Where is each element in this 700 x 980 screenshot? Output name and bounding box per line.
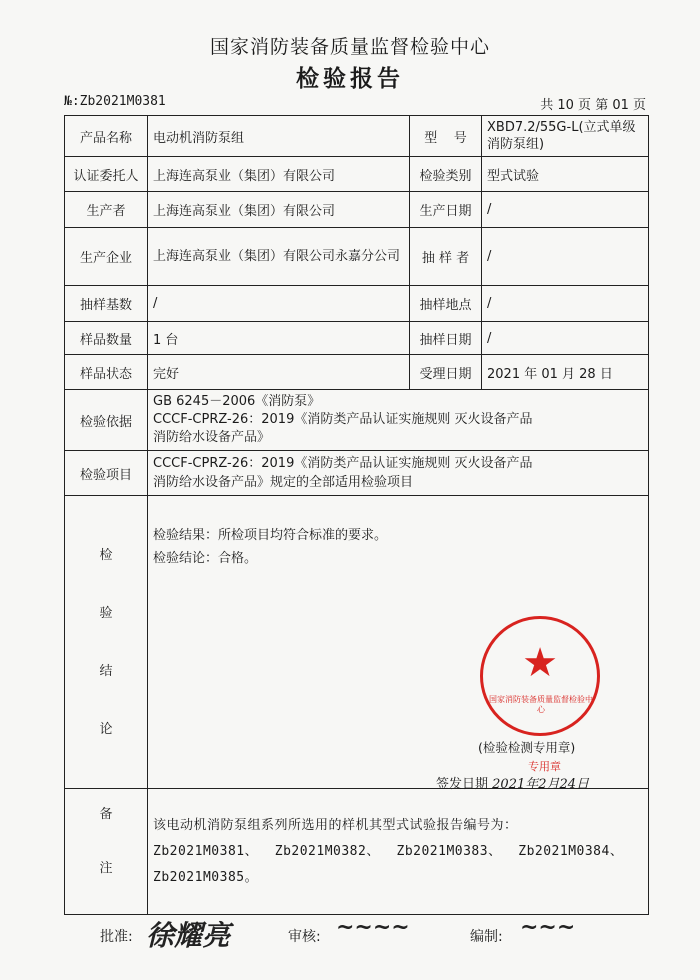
sample-base-value: / — [148, 286, 410, 322]
table-row — [65, 157, 649, 192]
inspection-result: 检验结果：所检项目均符合标准的要求。 — [153, 528, 388, 543]
client-value: 上海连高泵业（集团）有限公司 — [148, 157, 410, 192]
items-value — [148, 451, 649, 496]
official-seal — [480, 616, 600, 736]
accept-date-value: 2021 年 01 月 28 日 — [482, 355, 649, 390]
review-signature: ~~~~ — [336, 914, 410, 940]
seal-star-icon: ★ — [522, 640, 558, 686]
page-count: 共 10 页 第 01 页 — [540, 98, 646, 113]
compile-label: 编制: — [470, 929, 503, 945]
sign-date — [436, 773, 589, 792]
inspection-type-value: 型式试验 — [482, 157, 649, 192]
conclusion-label-char: 论 — [99, 722, 113, 737]
sample-location-value: / — [482, 286, 649, 322]
issuing-organization: 国家消防装备质量监督检验中心 — [209, 36, 490, 58]
remarks-label — [65, 789, 148, 915]
basis-line-1: GB 6245－2006《消防泵》 — [153, 394, 321, 409]
inspection-type-label: 检验类别 — [410, 157, 482, 192]
table-row — [65, 390, 649, 451]
remarks-text — [148, 789, 649, 915]
table-row — [65, 355, 649, 390]
sample-date-label: 抽样日期 — [410, 322, 482, 355]
approve-label: 批准: — [100, 929, 133, 945]
report-number-label: №: — [64, 94, 80, 109]
basis-value — [148, 390, 649, 451]
compile-signature: ~~~ — [520, 914, 576, 940]
seal-stamp-text: 专用章 — [528, 760, 561, 773]
product-name-label: 产品名称 — [65, 116, 148, 157]
seal-text: 国家消防装备质量监督检验中心 — [489, 695, 593, 714]
model-value: XBD7.2/55G-L(立式单级消防泵组) — [482, 116, 649, 157]
signature-footer — [100, 914, 660, 958]
table-row — [65, 228, 649, 286]
items-line-1: CCCF-CPRZ-26：2019《消防类产品认证实施规则 灭火设备产品 — [153, 456, 533, 471]
items-label: 检验项目 — [65, 451, 148, 496]
report-number-value: Zb2021M0381 — [79, 94, 166, 109]
conclusion-cell — [148, 496, 649, 792]
report-table — [64, 115, 649, 915]
sampler-label: 抽 样 者 — [410, 228, 482, 286]
basis-line-2: CCCF-CPRZ-26：2019《消防类产品认证实施规则 灭火设备产品 — [153, 412, 533, 427]
table-row — [65, 451, 649, 496]
conclusion-label-char: 检 — [99, 548, 113, 563]
remarks-label-char: 备 — [99, 807, 113, 822]
sample-state-value: 完好 — [148, 355, 410, 390]
sample-date-value: / — [482, 322, 649, 355]
manufacturer-value: 上海连高泵业（集团）有限公司永嘉分公司 — [148, 228, 410, 286]
seal-caption: (检验检测专用章) — [478, 740, 576, 755]
items-line-2: 消防给水设备产品》规定的全部适用检验项目 — [153, 475, 414, 490]
report-number — [64, 94, 166, 109]
approve-signature: 徐耀亮 — [146, 919, 231, 952]
sample-location-label: 抽样地点 — [410, 286, 482, 322]
sign-date-label: 签发日期 — [436, 777, 489, 792]
remarks-line-1: 该电动机消防泵组系列所选用的样机其型式试验报告编号为： — [153, 817, 518, 833]
client-label: 认证委托人 — [65, 157, 148, 192]
conclusion-label — [65, 496, 148, 789]
production-date-value: / — [482, 192, 649, 228]
report-title: 检验报告 — [296, 66, 404, 92]
table-row — [65, 322, 649, 355]
sampler-value: / — [482, 228, 649, 286]
remarks-line-3: Zb2021M0385。 — [153, 869, 259, 885]
remarks-label-char: 注 — [99, 861, 113, 876]
manufacturer-label: 生产企业 — [65, 228, 148, 286]
remarks-row — [65, 789, 649, 915]
model-label: 型 号 — [410, 116, 482, 157]
producer-label: 生产者 — [65, 192, 148, 228]
conclusion-label-char: 验 — [99, 606, 113, 621]
sample-state-label: 样品状态 — [65, 355, 148, 390]
conclusion-label-char: 结 — [99, 664, 113, 679]
remarks-line-2: Zb2021M0381、 Zb2021M0382、 Zb2021M0383、 Zb2021M0384、 — [153, 843, 624, 859]
accept-date-label: 受理日期 — [410, 355, 482, 390]
sign-date-value: 2021年2月24日 — [492, 777, 590, 792]
basis-label: 检验依据 — [65, 390, 148, 451]
table-row — [65, 286, 649, 322]
product-name-value: 电动机消防泵组 — [148, 116, 410, 157]
sample-qty-value: 1 台 — [148, 322, 410, 355]
sample-base-label: 抽样基数 — [65, 286, 148, 322]
table-row — [65, 192, 649, 228]
review-label: 审核: — [288, 929, 321, 945]
basis-line-3: 消防给水设备产品》 — [153, 430, 271, 445]
inspection-verdict: 检验结论：合格。 — [153, 551, 258, 566]
production-date-label: 生产日期 — [410, 192, 482, 228]
producer-value: 上海连高泵业（集团）有限公司 — [148, 192, 410, 228]
sample-qty-label: 样品数量 — [65, 322, 148, 355]
conclusion-row — [65, 496, 649, 789]
table-row — [65, 116, 649, 157]
